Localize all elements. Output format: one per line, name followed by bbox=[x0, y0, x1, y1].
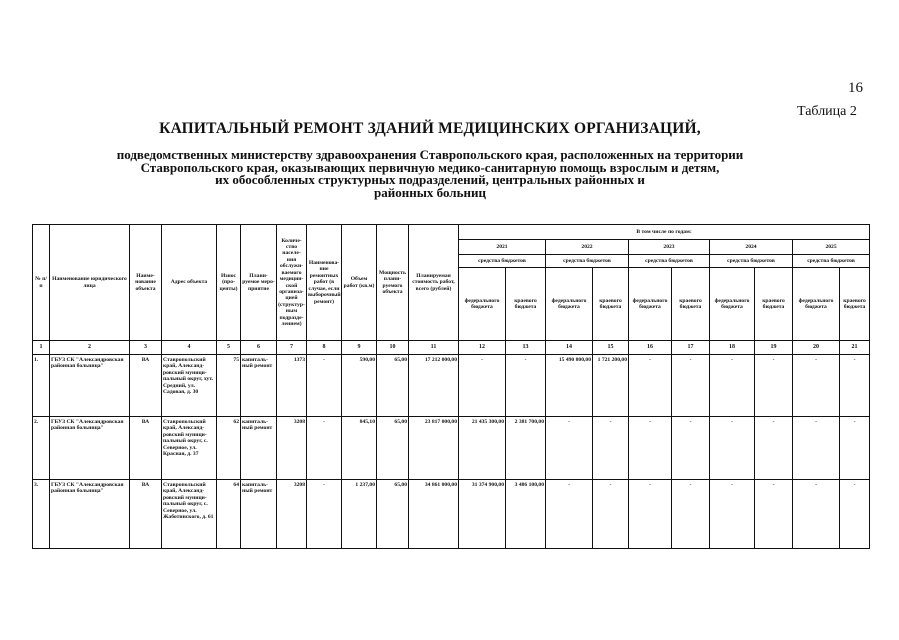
cell-short-name: ВА bbox=[130, 417, 162, 480]
table-label: Таблица 2 bbox=[797, 104, 857, 119]
cell-planned: капиталь-ный ремонт bbox=[241, 480, 277, 549]
cell-works: - bbox=[307, 355, 342, 417]
column-number: 16 bbox=[629, 341, 672, 355]
cell-value: - bbox=[546, 417, 593, 480]
cell-value: - bbox=[710, 480, 755, 549]
header-incl-years: В том числе по годам: bbox=[459, 225, 870, 240]
cell-value: - bbox=[459, 355, 506, 417]
cell-num: 3. bbox=[33, 480, 50, 549]
header-cost: Планируемая стоимость работ, всего (рублей) bbox=[409, 225, 459, 341]
header-regional: краевого бюджета bbox=[506, 268, 546, 341]
header-planned: Плани-руемое меро-приятие bbox=[241, 225, 277, 341]
cell-value: - bbox=[629, 417, 672, 480]
cell-value: - bbox=[710, 355, 755, 417]
cell-value: - bbox=[755, 417, 793, 480]
cell-works: - bbox=[307, 480, 342, 549]
header-name: Наименование юридического лица bbox=[50, 225, 130, 341]
cell-value: - bbox=[793, 417, 840, 480]
header-regional: краевого бюджета bbox=[593, 268, 629, 341]
header-year: 2025 bbox=[793, 240, 870, 255]
document-subtitle bbox=[70, 149, 790, 199]
cell-value: - bbox=[672, 355, 710, 417]
table-row bbox=[33, 355, 870, 417]
header-short-name: Наиме-нование объекта bbox=[130, 225, 162, 341]
table-row bbox=[33, 480, 870, 549]
cell-short-name: ВА bbox=[130, 355, 162, 417]
header-budget-sources: средства бюджетов bbox=[546, 255, 629, 268]
column-number: 15 bbox=[593, 341, 629, 355]
cell-value: - bbox=[793, 355, 840, 417]
column-number: 9 bbox=[342, 341, 377, 355]
cell-capacity: 65,00 bbox=[377, 417, 409, 480]
column-number: 7 bbox=[277, 341, 307, 355]
column-number: 14 bbox=[546, 341, 593, 355]
cell-value: - bbox=[755, 480, 793, 549]
cell-count: 1373 bbox=[277, 355, 307, 417]
repair-table bbox=[32, 224, 870, 549]
cell-cost: 23 817 000,00 bbox=[409, 417, 459, 480]
header-federal: федерального бюджета bbox=[793, 268, 840, 341]
cell-planned: капиталь-ный ремонт bbox=[241, 355, 277, 417]
header-budget-sources: средства бюджетов bbox=[629, 255, 710, 268]
column-number: 5 bbox=[217, 341, 241, 355]
cell-value: 31 374 900,00 bbox=[459, 480, 506, 549]
column-number: 19 bbox=[755, 341, 793, 355]
column-number: 3 bbox=[130, 341, 162, 355]
cell-value: - bbox=[506, 355, 546, 417]
cell-wear: 75 bbox=[217, 355, 241, 417]
cell-count: 3208 bbox=[277, 480, 307, 549]
cell-cost: 17 212 000,00 bbox=[409, 355, 459, 417]
header-budget-sources: средства бюджетов bbox=[710, 255, 793, 268]
column-number: 8 bbox=[307, 341, 342, 355]
cell-value: - bbox=[593, 480, 629, 549]
cell-value: - bbox=[755, 355, 793, 417]
header-count: Количе-ство населе-ния обслужи-ваемого медицин-ской организа-цией (структур-ным подразде-лением) bbox=[277, 225, 307, 341]
header-regional: краевого бюджета bbox=[840, 268, 870, 341]
cell-value: - bbox=[672, 417, 710, 480]
cell-value: - bbox=[840, 355, 870, 417]
cell-short-name: ВА bbox=[130, 480, 162, 549]
table-row bbox=[33, 417, 870, 480]
cell-value: - bbox=[840, 417, 870, 480]
cell-wear: 62 bbox=[217, 417, 241, 480]
cell-num: 2. bbox=[33, 417, 50, 480]
cell-value: - bbox=[629, 355, 672, 417]
header-year: 2023 bbox=[629, 240, 710, 255]
header-num: № п/п bbox=[33, 225, 50, 341]
column-number: 17 bbox=[672, 341, 710, 355]
cell-value: 1 721 200,00 bbox=[593, 355, 629, 417]
column-number: 18 bbox=[710, 341, 755, 355]
cell-works: - bbox=[307, 417, 342, 480]
cell-value: 21 435 300,00 bbox=[459, 417, 506, 480]
cell-planned: капиталь-ный ремонт bbox=[241, 417, 277, 480]
document-title: КАПИТАЛЬНЫЙ РЕМОНТ ЗДАНИЙ МЕДИЦИНСКИХ ОРГАНИЗАЦИЙ, bbox=[159, 120, 701, 137]
subtitle-line: районных больниц bbox=[374, 184, 486, 200]
column-number: 6 bbox=[241, 341, 277, 355]
cell-capacity: 65,00 bbox=[377, 480, 409, 549]
cell-value: 3 486 100,00 bbox=[506, 480, 546, 549]
cell-value: 15 490 800,00 bbox=[546, 355, 593, 417]
cell-wear: 64 bbox=[217, 480, 241, 549]
column-number: 2 bbox=[50, 341, 130, 355]
column-number: 4 bbox=[162, 341, 217, 355]
cell-value: - bbox=[710, 417, 755, 480]
column-number: 11 bbox=[409, 341, 459, 355]
subtitle-line: подведомственных министерству здравоохранения Ставропольского края, расположенных на территории bbox=[116, 147, 744, 162]
header-wear: Износ (про-центы) bbox=[217, 225, 241, 341]
column-number: 1 bbox=[33, 341, 50, 355]
header-federal: федерального бюджета bbox=[629, 268, 672, 341]
column-number: 20 bbox=[793, 341, 840, 355]
page-number: 16 bbox=[848, 80, 863, 96]
cell-capacity: 65,00 bbox=[377, 355, 409, 417]
column-number: 12 bbox=[459, 341, 506, 355]
header-volume: Объем работ (кв.м) bbox=[342, 225, 377, 341]
header-federal: федерального бюджета bbox=[546, 268, 593, 341]
cell-name: ГБУЗ СК "Александровская районная больница" bbox=[50, 480, 130, 549]
cell-value: - bbox=[593, 417, 629, 480]
header-works: Наименова-ние ремонтных работ (в случае, если выборочный ремонт) bbox=[307, 225, 342, 341]
header-year: 2022 bbox=[546, 240, 629, 255]
cell-name: ГБУЗ СК "Александровская районная больница" bbox=[50, 417, 130, 480]
column-number: 13 bbox=[506, 341, 546, 355]
header-federal: федерального бюджета bbox=[710, 268, 755, 341]
cell-cost: 34 861 000,00 bbox=[409, 480, 459, 549]
cell-address: Ставропольский край, Александ-ровский муници-пальный округ, с. Северное, ул. Жаботинского, д. 61 bbox=[162, 480, 217, 549]
header-regional: краевого бюджета bbox=[672, 268, 710, 341]
cell-volume: 845,10 bbox=[342, 417, 377, 480]
cell-value: - bbox=[546, 480, 593, 549]
header-budget-sources: средства бюджетов bbox=[459, 255, 546, 268]
header-capacity: Мощность плани-руемого объекта bbox=[377, 225, 409, 341]
cell-value: - bbox=[672, 480, 710, 549]
column-number-row bbox=[33, 341, 870, 355]
cell-value: - bbox=[840, 480, 870, 549]
subtitle-line: Ставропольского края, оказывающих первичную медико-санитарную помощь взрослым и детям, bbox=[140, 159, 720, 175]
cell-address: Ставропольский край, Александ-ровский муници-пальный округ, хут. Средний, ул. Садовая, д. 30 bbox=[162, 355, 217, 417]
cell-name: ГБУЗ СК "Александровская районная больница" bbox=[50, 355, 130, 417]
cell-volume: 590,00 bbox=[342, 355, 377, 417]
header-year: 2024 bbox=[710, 240, 793, 255]
cell-address: Ставропольский край, Александ-ровский муници-пальный округ, с. Северное, ул. Красная, д. 37 bbox=[162, 417, 217, 480]
header-regional: краевого бюджета bbox=[755, 268, 793, 341]
cell-num: 1. bbox=[33, 355, 50, 417]
header-address: Адрес объекта bbox=[162, 225, 217, 341]
column-number: 10 bbox=[377, 341, 409, 355]
header-federal: федерального бюджета bbox=[459, 268, 506, 341]
cell-count: 3208 bbox=[277, 417, 307, 480]
cell-value: - bbox=[629, 480, 672, 549]
cell-value: - bbox=[793, 480, 840, 549]
subtitle-line: их обособленных структурных подразделений, центральных районных и bbox=[215, 172, 645, 187]
header-budget-sources: средства бюджетов bbox=[793, 255, 870, 268]
cell-volume: 1 237,00 bbox=[342, 480, 377, 549]
header-year: 2021 bbox=[459, 240, 546, 255]
cell-value: 2 381 700,00 bbox=[506, 417, 546, 480]
column-number: 21 bbox=[840, 341, 870, 355]
